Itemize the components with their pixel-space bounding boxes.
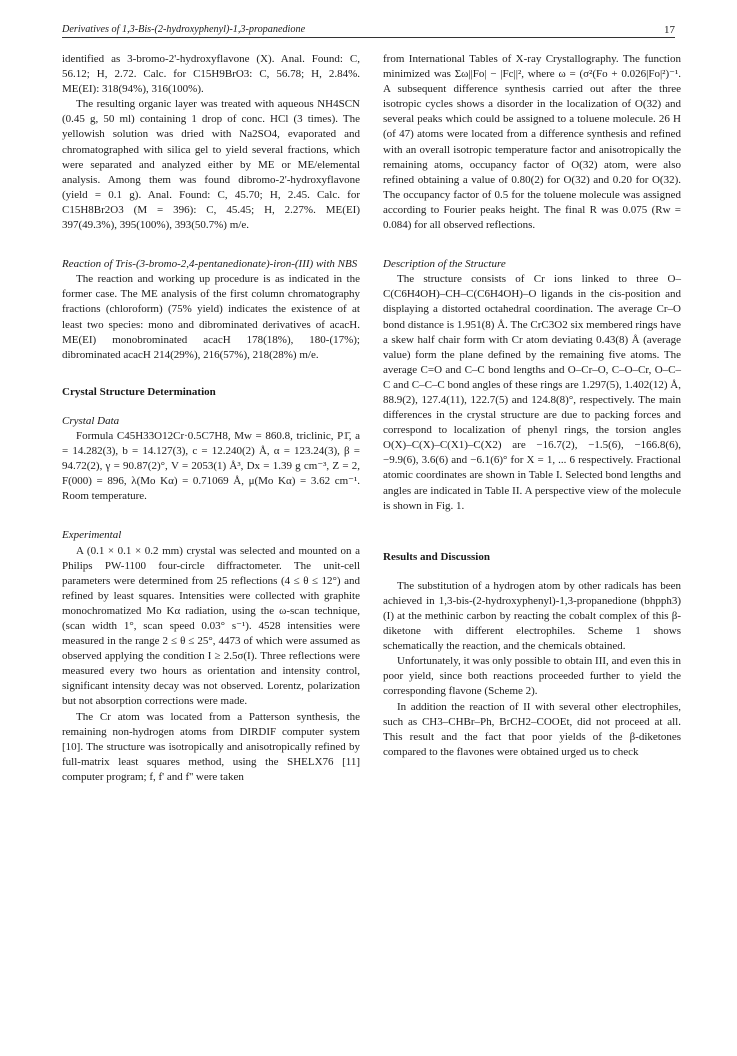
paragraph: The resulting organic layer was treated with aqueous NH4SCN (0.45 g, 50 ml) containing 1 drop of conc. HCl (3 times). The yellowish solution was dried with Na2SO4, evaporated and chromatographed with silica gel to yield several fractions, which were separated and analyzed either by ME or ME/elemental analysis. Among them was found dibromo-2'-hydroxyflavone (yield = 0.1 g). Anal. Found: C, 45.70; H, 2.45. Calc. for C15H8Br2O3 (M = 396): C, 45.45; H, 2.27%. ME(EI) 397(49.3%), 395(100%), 393(50.7%) m/e.	[62, 98, 360, 232]
paragraph: In addition the reaction of II with several other electrophiles, such as CH3–CHBr–Ph, BrCH2–COOEt, did not proceed at all. This result and the fact that poor yields of the β-diketones compared to the flavones were obtained urged us to check	[383, 700, 681, 758]
paragraph: A (0.1 × 0.1 × 0.2 mm) crystal was selected and mounted on a Philips PW-1100 four-circle diffractometer. The unit-cell parameters were determined from 25 reflections (4 ≤ θ ≤ 12°) and refined by least squares. Intensities were collected with graphite monochromatized Mo Kα radiation, using the ω-scan technique, (scan width 1°, scan speed 0.03° s⁻¹). 4528 intensities were measured in the range 2 ≤ θ ≤ 25°, 4473 of which were assumed as observed applying the condition I ≥ 2.5σ(I). Three reflections were measured every two hours as orientation and intensity control, significant intensity decay was not observed. Lorentz, polarization but not absorption corrections were made.	[62, 544, 360, 708]
right-column	[383, 52, 681, 760]
paragraph: from International Tables of X-ray Crystallography. The function minimized was Σω||Fo| − |Fc||², where ω = (σ²(Fo + 0.026|Fo|²)⁻¹. A subsequent difference synthesis carried out after the three isotropic cycles shows a disorder in the localization of O(32) and several peaks which could be assigned to a toluene molecule. 26 H (of 47) atoms were located from a difference synthesis and refined with an overall isotropic temperature factor and anisotropically the remaining atoms, occupancy factor of O(32) atom, were also refined obtaining a value of 0.80(2) for O(32) and 0.20 for O(32). The occupancy factor of 0.5 for the toluene molecule was assigned according to Fourier peaks height. The final R was 0.075 (Rw = 0.084) for all observed reflections.	[383, 53, 681, 232]
page-number: 17	[664, 24, 675, 36]
subsection-heading: Reaction of Tris-(3-bromo-2,4-pentanedionate)-iron-(III) with NBS	[62, 258, 358, 271]
section-heading: Crystal Structure Determination	[62, 385, 216, 398]
paragraph: The substitution of a hydrogen atom by other radicals has been achieved in 1,3-bis-(2-hydroxyphenyl)-1,3-propanedione (bhpph3) (I) at the methinic carbon by reacting the cobalt complex of this β-diketone with different electrophiles. Scheme 1 shows schematically the reaction, and the chemicals obtained.	[383, 579, 681, 653]
paragraph: identified as 3-bromo-2'-hydroxyflavone (X). Anal. Found: C, 56.12; H, 2.72. Calc. for C15H9BrO3: C, 56.78; H, 2.84%. ME(EI): 318(94%), 316(100%).	[62, 53, 360, 96]
subsection-heading: Description of the Structure	[383, 258, 506, 271]
paragraph: Unfortunately, it was only possible to obtain III, and even this in poor yield, since both reactions proceeded further to yield the corresponding flavone (Scheme 2).	[383, 655, 681, 698]
paragraph: The reaction and working up procedure is as indicated in the former case. The ME analysis of the first column chromatography fractions (chloroform) (75% yield) indicates the existence of at least two species: mono and dibrominated derivatives of acacH. ME(EI) monobrominated acacH 178(18%), 180-(17%); dibrominated acacH 214(29%), 216(57%), 218(28%) m/e.	[62, 273, 360, 361]
section-heading: Results and Discussion	[383, 550, 490, 563]
subsection-heading: Experimental	[62, 529, 122, 542]
running-header: Derivatives of 1,3-Bis-(2-hydroxyphenyl)-1,3-propanedione	[62, 24, 675, 38]
paragraph: Formula C45H33O12Cr·0.5C7H8, Mw = 860.8, triclinic, P1̄, a = 14.282(3), b = 14.127(3), c = 12.240(2) Å, α = 123.24(3), β = 94.72(2), γ = 90.87(2)°, V = 2053(1) Å³, Dx = 1.39 g cm⁻³, Z = 2, F(000) = 896, λ(Mo Kα) = 0.71069 Å, μ(Mo Kα) = 3.62 cm⁻¹. Room temperature.	[62, 429, 360, 503]
left-column	[62, 52, 360, 785]
paragraph: The Cr atom was located from a Patterson synthesis, the remaining non-hydrogen atoms from DIRDIF computer system [10]. The structure was isotropically and anisotropically refined by full-matrix least squares method, using the SHELX76 [11] computer program; f, f' and f'' were taken	[62, 710, 360, 783]
paragraph: The structure consists of Cr ions linked to three O–C(C6H4OH)–CH–C(C6H4OH)–O ligands in the cis-position and displaying a distorted octahedral coordination. The average Cr–O bond distance is 1.951(8) Å. The CrC3O2 six membered rings have a skew half chair form with Cr atom deviating 0.43(8) Å (average value) form the plane defined by the remaining five atoms. The average C=O and C–C bond lengths and O–Cr–O, C–O–Cr, O–C–C and C–C–C bond angles of these rings are 1.297(5), 1.402(12) Å, 88.9(2), 127.4(11), 122.7(5) and 124.8(8)°, respectively. The main differences in the crystal structure are due to packing forces and correspond to localization of phenyl rings, the torsion angles O(X)–C(X)–C(X1)–C(X2) are −16.7(2), −1.5(6), −166.8(6), −9.9(6), 3.6(6) and −6.1(6)° for X = 1, ... 6 respectively. Fractional atomic coordinates are shown in Table I. Selected bond lengths and angles are indicated in Table II. A perspective view of the molecule is shown in Fig. 1.	[383, 273, 681, 512]
subsection-heading: Crystal Data	[62, 414, 120, 427]
